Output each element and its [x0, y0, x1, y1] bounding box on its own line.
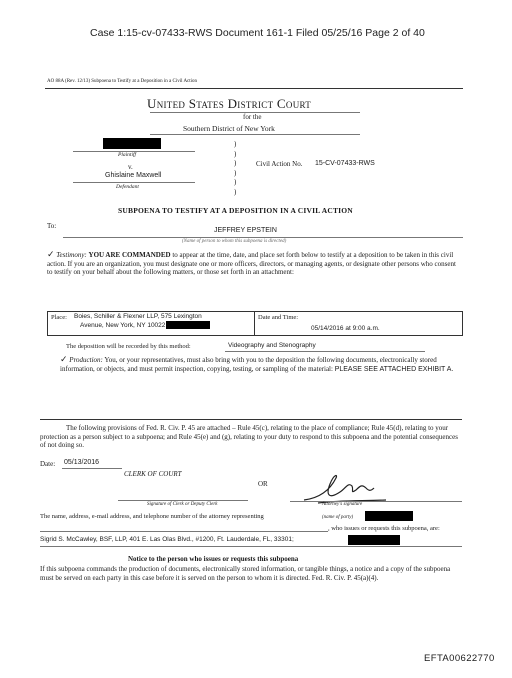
- top-rule: [45, 88, 463, 89]
- production-material: PLEASE SEE ATTACHED EXHIBIT A.: [334, 365, 454, 373]
- place-label: Place:: [51, 314, 67, 321]
- clerk-signature-label: Signature of Clerk or Deputy Clerk: [147, 502, 218, 507]
- recipient-rule: [63, 237, 463, 238]
- case-header: Case 1:15-cv-07433-RWS Document 161-1 Filed 05/25/16 Page 2 of 40: [90, 27, 425, 39]
- check-mark-icon: ✓: [60, 354, 68, 364]
- rules-top-rule: [40, 419, 462, 420]
- place-box-divider: [254, 311, 255, 335]
- date-rule: [62, 468, 122, 469]
- place-box-bottom: [47, 335, 463, 336]
- place-box-left: [47, 311, 48, 335]
- date-time-value: 05/14/2016 at 9:00 a.m.: [311, 325, 380, 332]
- date-time-label: Date and Time:: [258, 314, 299, 321]
- production-text: You, or your representatives, must also bring with you to the deposition the following documents, electronically stored information, or objects, and must permit inspection, copying, testing, or sampling of the material:: [60, 356, 437, 373]
- attorney-line-1: The name, address, e-mail address, and telephone number of the attorney representing: [40, 513, 264, 520]
- recorded-label: The deposition will be recorded by this method:: [66, 343, 191, 350]
- recorded-value: Videography and Stenography: [228, 342, 316, 349]
- rules-paragraph: The following provisions of Fed. R. Civ. P. 45 are attached – Rule 45(c), relating to the place of compliance; Rule 45(d), relating to your protection as a person subject to a subpoena; and Rule 45(e) and (g), relating to your duty to respond to this subpoena and the potential consequences of not doing so.: [40, 424, 458, 450]
- caption-brackets: ) ) ) ) ) ): [234, 140, 237, 196]
- to-label: To:: [47, 222, 57, 230]
- party-label: (name of party): [322, 515, 354, 520]
- date-label: Date:: [40, 460, 56, 468]
- place-line-2: Avenue, New York, NY 10022: [80, 322, 166, 329]
- defendant-rule: [73, 182, 195, 183]
- court-district: Southern District of New York: [183, 124, 275, 133]
- or-label: OR: [258, 480, 268, 488]
- redacted-party: [365, 511, 413, 521]
- redacted-contact: [348, 535, 400, 545]
- clerk-signature-rule: [118, 500, 248, 501]
- testimony-lead: Testimony:: [56, 251, 87, 259]
- testimony-text: to appear at the time, date, and place set forth below to testify at a deposition to be taken in this civil action. If you are an organization, you must designate one or more officers, directors, or managing agents, or designate other persons who consent to testify on your behalf about the following matters, or those set forth in an attachment:: [47, 251, 456, 277]
- court-for-the: for the: [243, 113, 262, 121]
- redacted-plaintiff: [103, 138, 161, 149]
- civil-action-number: 15-CV-07433-RWS: [315, 160, 375, 167]
- production-paragraph: [60, 355, 462, 374]
- party-rule: [40, 531, 328, 532]
- place-line-1: Boies, Schiller & Flexner LLP, 575 Lexington: [74, 313, 202, 320]
- attorney-rule: [40, 546, 462, 547]
- civil-action-label: Civil Action No.: [256, 160, 303, 168]
- defendant-label: Defendant: [116, 184, 139, 190]
- attorney-signature-rule: [290, 501, 462, 502]
- testimony-paragraph: [47, 250, 462, 277]
- recipient-sublabel: (Name of person to whom this subpoena is directed): [182, 239, 287, 244]
- district-rule: [150, 134, 360, 135]
- plaintiff-label: Plaintiff: [118, 152, 137, 158]
- attorney-signature-label: Attorney's signature: [322, 502, 363, 507]
- production-lead: Production:: [69, 356, 103, 364]
- versus: v.: [128, 163, 133, 171]
- form-code: AO 88A (Rev. 12/13) Subpoena to Testify at a Deposition in a Civil Action: [47, 79, 198, 84]
- bates-number: EFTA00622770: [424, 653, 495, 664]
- attorney-line-2: , who issues or requests this subpoena, are:: [328, 525, 440, 532]
- defendant-name: Ghislaine Maxwell: [105, 172, 162, 179]
- court-title: United States District Court: [147, 96, 312, 111]
- place-box-right: [462, 311, 463, 335]
- redacted-place: [166, 321, 210, 329]
- place-box-top: [47, 311, 463, 312]
- check-mark-icon: ✓: [47, 249, 55, 259]
- testimony-heading: YOU ARE COMMANDED: [88, 251, 171, 259]
- recipient-name: JEFFREY EPSTEIN: [214, 227, 277, 234]
- clerk-label: CLERK OF COURT: [124, 470, 182, 478]
- notice-title: Notice to the person who issues or requests this subpoena: [128, 555, 299, 563]
- attorney-info: Sigrid S. McCawley, BSF, LLP, 401 E. Las Olas Blvd., #1200, Ft. Lauderdale, FL, 33301;: [40, 536, 294, 543]
- notice-text: If this subpoena commands the production of documents, electronically stored information, or tangible things, a notice and a copy of the subpoena must be served on each party in this case before it is served on the person to whom it is directed. Fed. R. Civ. P. 45(a)(4).: [40, 565, 451, 582]
- subpoena-title: SUBPOENA TO TESTIFY AT A DEPOSITION IN A CIVIL ACTION: [118, 206, 353, 215]
- recorded-rule: [225, 351, 425, 352]
- date-value: 05/13/2016: [64, 459, 100, 466]
